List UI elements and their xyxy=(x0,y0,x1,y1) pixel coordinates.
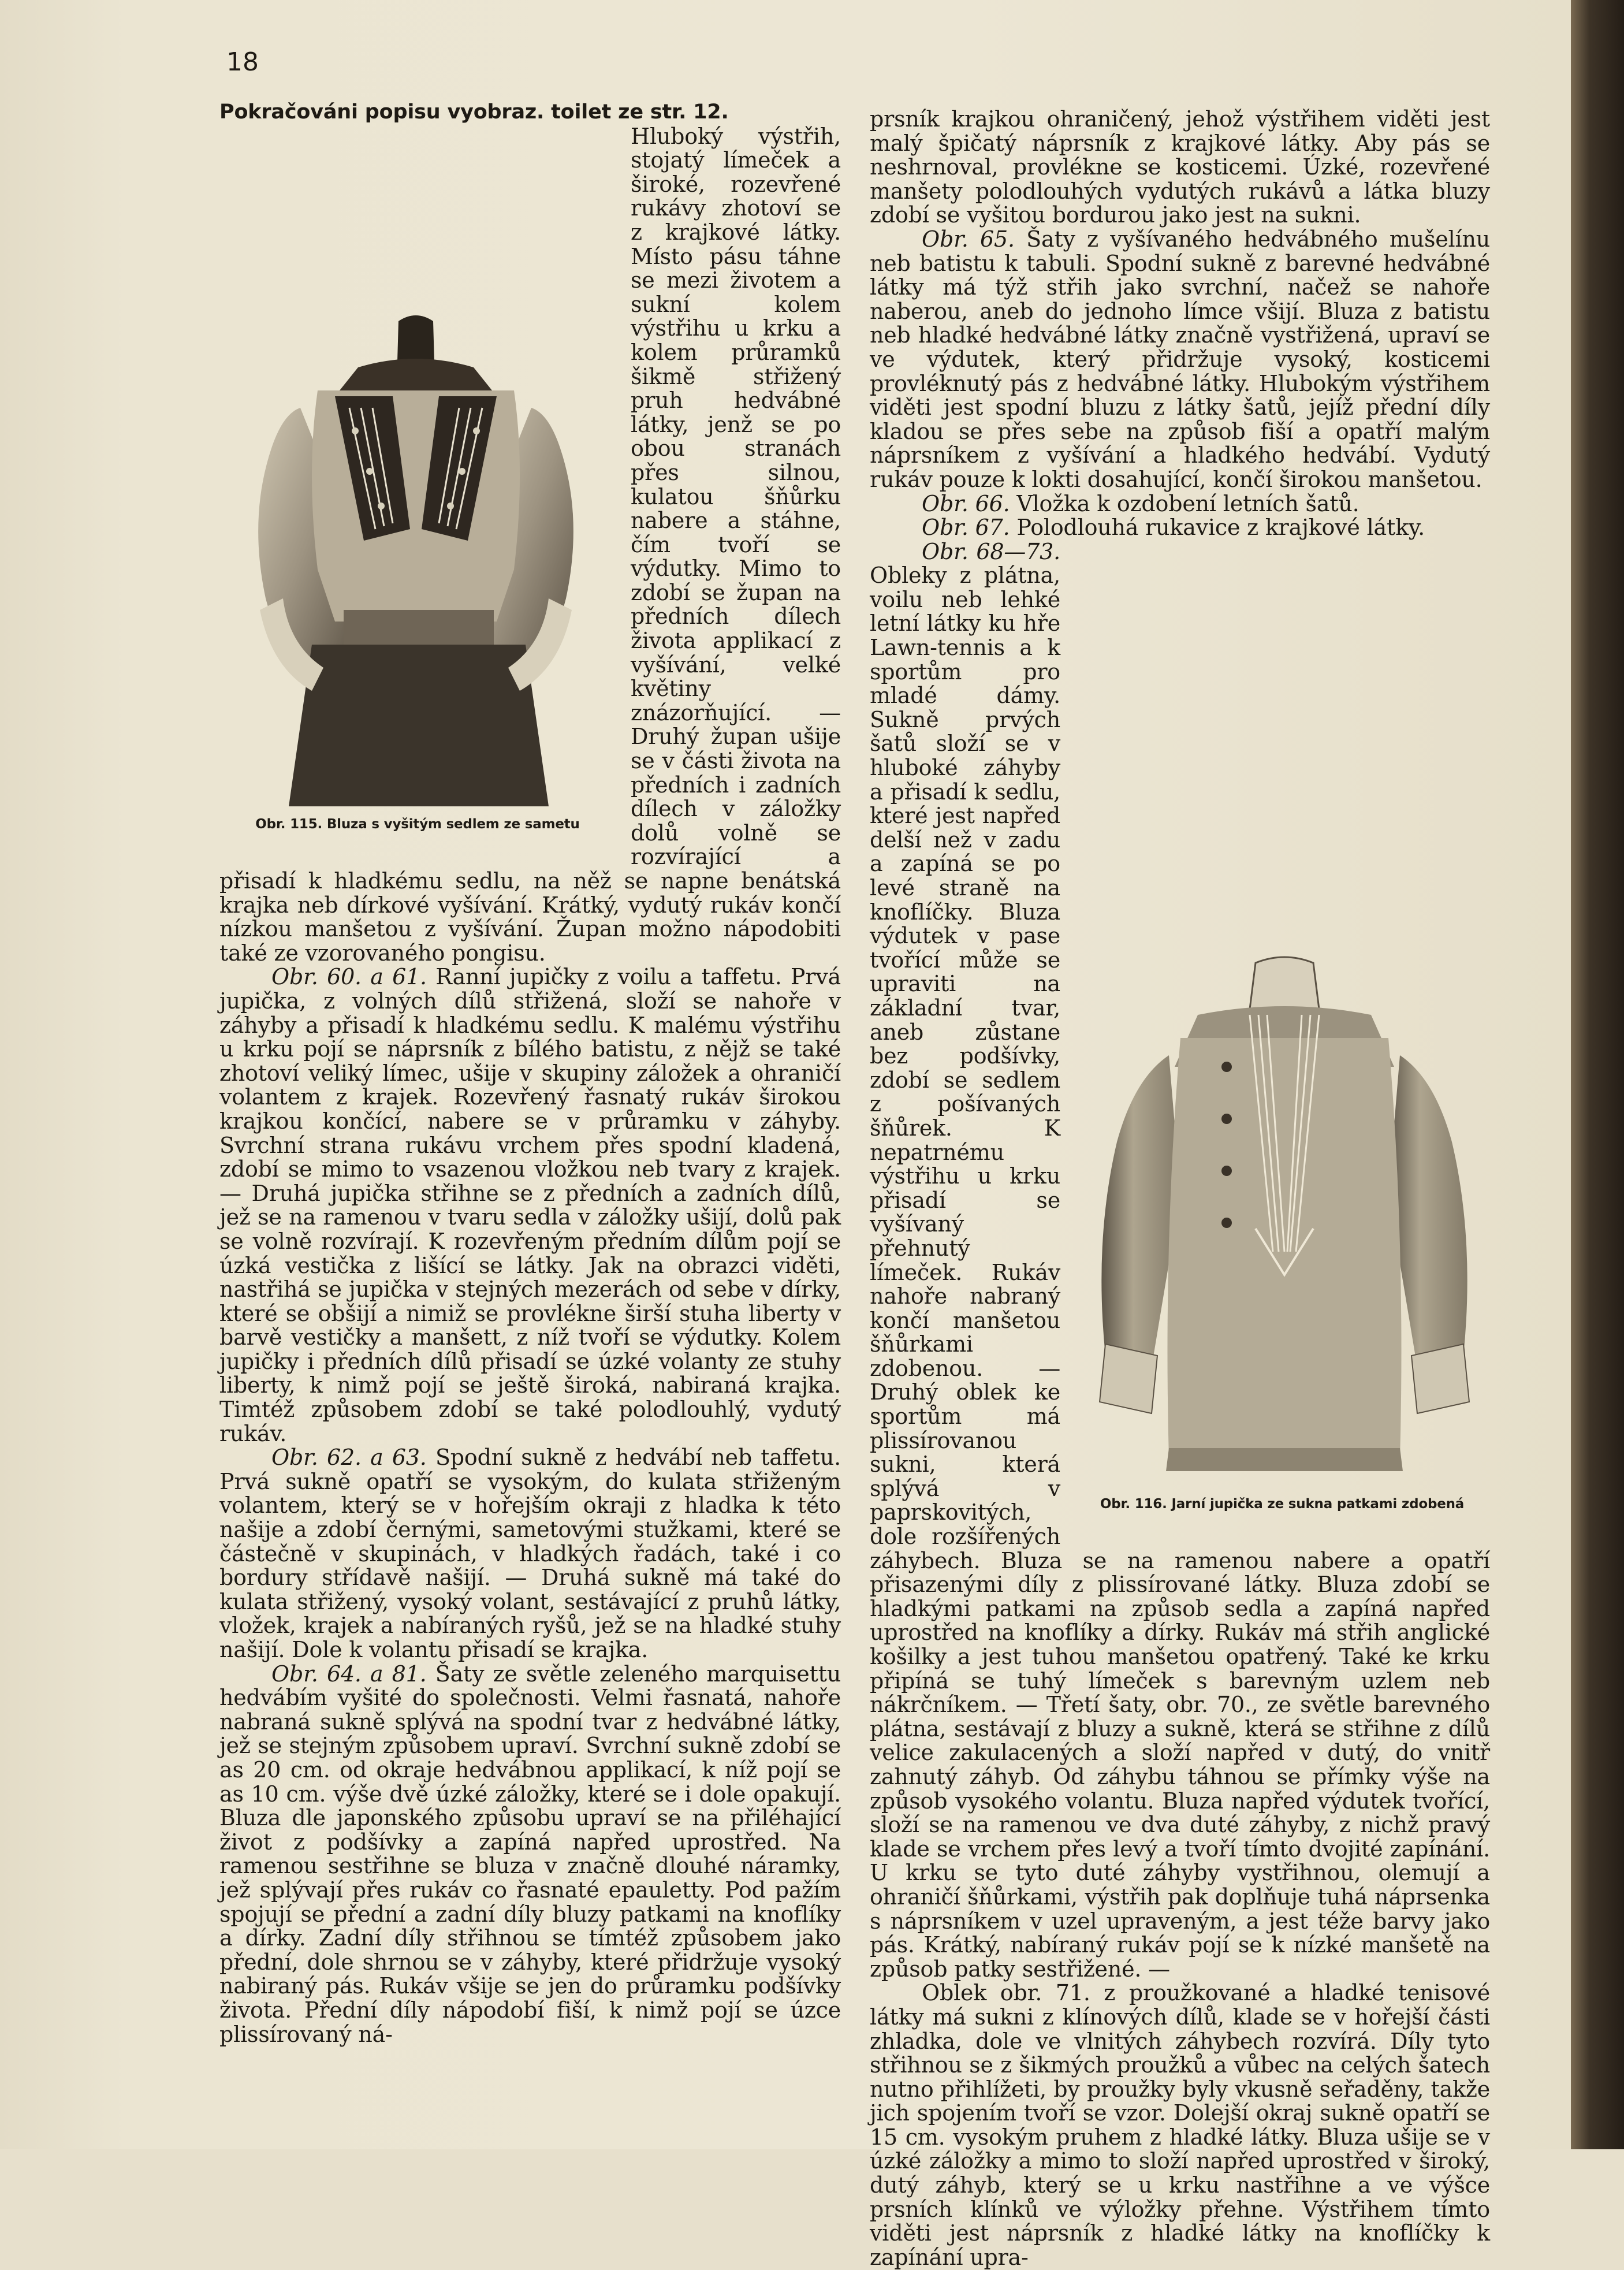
right-paragraph-6: Oblek obr. 71. z proužkované a hladké tenisové látky má sukni z klínových dílů, klade se v hořejší části zhladka, dole ve vlnitých záhybech rozvírá. Díly tyto střihnou se z šikmých proužků a vůbec na celých šatech nutno přihlížeti, by proužky byly vkusně seřaděny, takže jich spojením tvoří se vzor. Dolejší okraj sukně opatří se 15 cm. vysokým pruhem z hladké látky. Bluza ušije se v úzké záložky a mimo to složí napřed uprostřed v široký, dutý záhyb, který se u krku nastřihne a ve výšce prsních klínků ve výložky přehne. Výstřihem tímto viděti jest náprsník z hladké látky na knoflíčky k zapínání upra- xyxy=(870,1980,1490,2270)
figure-115-caption: Obr. 115. Bluza s vyšitým sedlem ze sametu xyxy=(255,816,580,832)
right-paragraph-3: Obr. 66. Vložka k ozdobení letních šatů. xyxy=(922,490,1359,516)
figure-reference: Obr. 66. xyxy=(922,490,1010,516)
figure-116-caption: Obr. 116. Jarní jupička ze sukna patkami zdobená xyxy=(1100,1496,1465,1512)
left-paragraph-2: Obr. 60. a 61. Ranní jupičky z voilu a taffetu. Prvá jupička, z volných dílů střižená, složí se nahoře v záhyby a přisadí k hladkému sedlu. K malému výstřihu u krku pojí se náprsník z bílého batistu, z nějž se také zhotoví veliký límec, ušije v skupiny záložek a ohraničí volantem z krajek. Rozevřený řasnatý rukáv širokou krajkou končící, nabere se v průramku v záhyby. Svrchní strana rukávu vrchem přes spodní kladená, zdobí se mimo to vsazenou vložkou neb tvary z krajek. — Druhá jupička střihne se z předních a zadních dílů, jež se na ramenou v tvaru sedla v záložky ušijí, dolů pak se volně rozvírají. K rozevřeným předním dílům pojí se úzká vestička z lišící se látky. Jak na obrazci viděti, nastřihá se jupička v stejných mezerách od sebe v dírky, které se obšijí a nimiž se provlékne širší stuha liberty v barvě vestičky a manšett, z níž tvoří se výdutky. Kolem jupičky i předních dílů přisadí se úzké volanty ze stuhy liberty, k nimž pojí se ještě široká, nabiraná krajka. Timtéž způsobem zdobí se také polodlouhlý, vydutý rukáv. xyxy=(219,964,841,1446)
figure-reference: Obr. 68—73. xyxy=(922,538,1060,564)
figure-reference: Obr. 67. xyxy=(922,515,1010,541)
right-paragraph-5: Obr. 68—73. Obleky z plátna, voilu neb lehké letní látky ku hře Lawn-tennis a k sportům pro mladé dámy. Sukně prvých šatů složí se v hluboké záhyby a přisadí k sedlu, které jest napřed delší než v zadu a zapíná se po levé straně na knoflíčky. Bluza výdutek v pase tvořící může se upraviti na základní tvar, aneb zůstane bez podšívky, zdobí se sedlem z pošívaných šňůrek. K nepatrnému výstřihu u krku přisadí se vyšívaný přehnutý límeček. Rukáv nahoře nabraný končí manšetou šňůrkami zdobenou. — Druhý oblek ke sportům má plissírovanou sukni, která splývá v paprskovitých, dole rozšířených záhybech. Bluza se na ramenou nabere a opatří přisazenými díly z plissírované látky. Bluza zdobí se hladkými patkami na způsob sedla a zapíná napřed uprostřed na knoflíky a dírky. Rukáv má střih anglické košilky a jest tuhou manšetou opatřený. Také ke krku připíná se tuhý límeček s barevným uzlem neb nákrčníkem. — Třetí šaty, obr. 70., ze světle barevného plátna, sestávají z bluzy a sukně, která se střihne z dílů velice zakulacených a složí napřed v dutý, do vnitř zahnutý záhyb. Od záhybu táhnou se přímky výše na způsob vysokého volantu. Bluza napřed výdutek tvořící, složí se na ramenou ve dva duté záhyby, z nichž pravý klade se vrchem přes levý a tvoří tímto dvojité zapínání. U krku se tyto duté záhyby vystřihnou, olemují a ohraničí šňůrkami, výstřih pak doplňuje tuhá náprsenka s náprsníkem v uzel upraveným, a jest téže barvy jako pás. Krátký, nabíraný rukáv pojí se k nízké manšetě na způsob patky sestřižené. — xyxy=(870,538,1490,1982)
right-paragraph-1: prsník krajkou ohraničený, jehož výstřihem viděti jest malý špičatý náprsník z krajkové látky. Aby pás se neshrnoval, provlékne se kosticemi. Úzké, rozevřené manšety polodlouhých vydutých rukávů a látka bluzy zdobí se vyšitou bordurou jako jest na sukni. xyxy=(870,106,1490,228)
figure-reference: Obr. 62. a 63. xyxy=(271,1445,427,1471)
figure-reference: Obr. 64. a 81. xyxy=(271,1661,427,1687)
figure-reference: Obr. 65. xyxy=(922,226,1015,252)
book-spine-shadow xyxy=(1571,0,1624,2149)
right-column xyxy=(870,107,1490,2269)
left-paragraph-3: Obr. 62. a 63. Spodní sukně z hedvábí neb taffetu. Prvá sukně opatří se vysokým, do kulata střiženým volantem, který se v hořejším okraji z hladka k této našije a zdobí černými, sametovými stužkami, které se částečně v skupinách, v hladkých řadách, také i co bordury střídavě našijí. — Druhá sukně má také do kulata střižený, vysoký volant, sestávající z pruhů látky, vložek, krajek a nabíraných ryšů, jež se na hladké stuhy našijí. Dole k volantu přisadí se krajka. xyxy=(219,1445,841,1662)
figure-116 xyxy=(1074,951,1490,1523)
page-number: 18 xyxy=(226,47,259,77)
right-paragraph-2: Obr. 65. Šaty z vyšívaného hedvábného mušelínu neb batistu k tabuli. Spodní sukně z barevné hedvábné látky má týž střih jako svrchní, načež se nahoře naberou, aneb do jednoho límce všijí. Bluza z batistu neb hladké hedvábné látky značně vystřižená, upraví se ve výdutek, který přidržuje vysoký, kosticemi provléknutý pás z hedvábné látky. Hlubokým výstřihem viděti jest spodní bluzu z látky šatů, jejíž přední díly kladou se přes sebe na způsob fiší a opatří malým náprsníkem z vyšívání a hladkého hedvábí. Vydutý rukáv pouze k lokti dosahující, končí širokou manšetou. xyxy=(870,226,1490,492)
jacket-illustration xyxy=(1082,951,1487,1483)
figure-reference: Obr. 60. a 61. xyxy=(271,964,427,990)
left-paragraph-1: Hluboký výstřih, stojatý límeček a široké, rozevřené rukávy zhotoví se z krajkové látky. Místo pásu táhne se mezi životem a sukní kolem výstřihu u krku a kolem průramků šikmě střižený pruh hedvábné látky, jenž se po obou stranách přes silnou, kulatou šňůrku nabere a stáhne, čím tvoří se výdutky. Mimo to zdobí se župan na předních dílech života applikací z vyšívání, velké květiny znázorňující. — Druhý župan ušije se v části života na předních i zadních dílech v záložky dolů volně se rozvírající a přisadí k hladkému sedlu, na něž se napne benátská krajka neb dírkové vyšívání. Krátký, vydutý rukáv končí nízkou manšetou z vyšívání. Župan možno nápodobiti také ze vzorovaného pongisu. xyxy=(219,123,841,966)
left-paragraph-4: Obr. 64. a 81. Šaty ze světle zeleného marquisettu hedvábím vyšité do společnosti. Velmi řasnatá, nahoře nabraná sukně splývá na spodní tvar z hedvábné látky, jež se stejným způsobem upraví. Svrchní sukně zdobí se as 20 cm. od okraje hedvábnou applikací, k níž pojí se as 10 cm. výše dvě úzké záložky, které se i dole opakují. Bluza dle japonského způsobu upraví se na přiléhající život z podšívky a zapíná napřed uprostřed. Na ramenou sestřihne se bluza v značně dlouhé náramky, jež splývají přes rukáv co řasnaté epauletty. Pod pažím spojují se přední a zadní díly bluzy patkami na knoflíky a dírky. Zadní díly střihnou se tímtéž způsobem jako přední, dole shrnou se v záhyby, které přidržuje vysoký nabiraný pás. Rukáv všije se jen do průramku podšívky života. Přední díly nápodobí fiší, k nimž pojí se úzce plissírovaný ná- xyxy=(219,1661,841,2047)
left-column xyxy=(219,101,841,2046)
right-paragraph-4: Obr. 67. Polodlouhá rukavice z krajkové látky. xyxy=(922,515,1425,541)
figure-115 xyxy=(219,298,616,841)
continuation-heading: Pokračováni popisu vyobraz. toilet ze str. 12. xyxy=(219,101,729,124)
blouse-illustration xyxy=(225,298,606,806)
